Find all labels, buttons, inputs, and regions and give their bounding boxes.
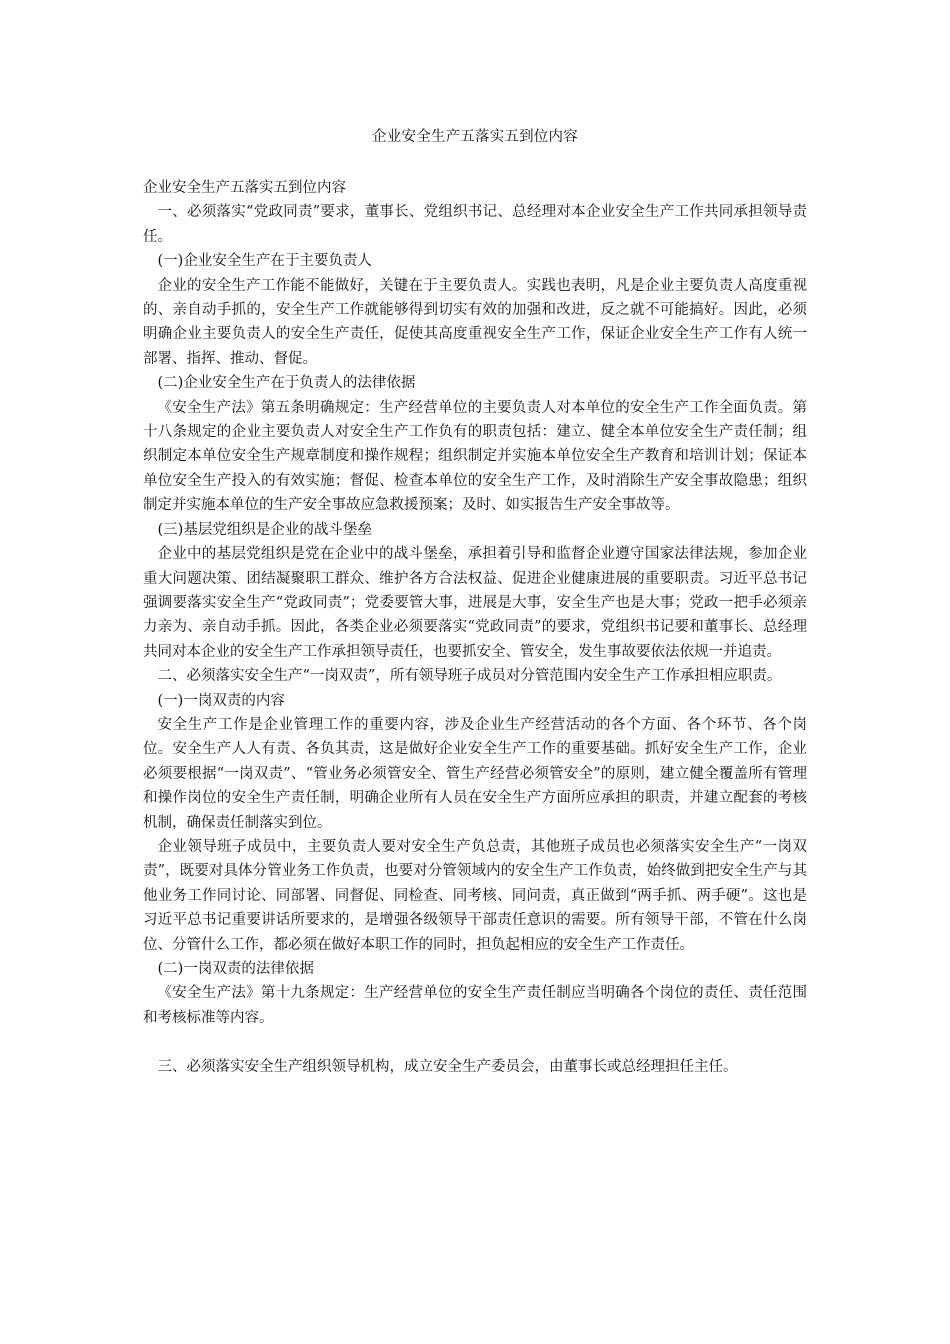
paragraph-2-1b: 企业领导班子成员中，主要负责人要对安全生产负总责，其他班子成员也必须落实安全生产“一岗双责”，既要对具体分管业务工作负责，也要对分管领域内的安全生产工作负责，始终做到把安全生产与其他业务工作同讨论、同部署、同督促、同检查、同考核、同问责，真正做到“两手抓、两手硬”。这也是习近平总书记重要讲话所要求的，是增强各级领导干部责任意识的需要。所有领导干部，不管在什么岗位、分管什么工作，都必须在做好本职工作的同时，担负起相应的安全生产工作责任。	[143, 838, 807, 953]
section-heading-2: 二、必须落实安全生产“一岗双责”，所有领导班子成员对分管范围内安全生产工作承担相应职责。	[157, 668, 782, 685]
section-heading-3: 三、必须落实安全生产组织领导机构，成立安全生产委员会，由董事长或总经理担任主任。	[157, 1058, 738, 1075]
subsection-heading-1-2: (二)企业安全生产在于负责人的法律依据	[157, 375, 416, 392]
paragraph-2-1a: 安全生产工作是企业管理工作的重要内容，涉及企业生产经营活动的各个方面、各个环节、各个岗位。安全生产人人有责、各负其责，这是做好企业安全生产工作的重要基础。抓好安全生产工作，企业必须要根据“一岗双责”、“管业务必须管安全、管生产经营必须管安全”的原则，建立健全覆盖所有管理和操作岗位的安全生产责任制，明确企业所有人员在安全生产方面所应承担的职责，并建立配套的考核机制，确保责任制落实到位。	[143, 716, 807, 831]
paragraph-1-2: 《安全生产法》第五条明确规定：生产经营单位的主要负责人对本单位的安全生产工作全面负责。第十八条规定的企业主要负责人对安全生产工作负有的职责包括：建立、健全本单位安全生产责任制；组织制定本单位安全生产规章制度和操作规程；组织制定并实施本单位安全生产教育和培训计划；保证本单位安全生产投入的有效实施；督促、检查本单位的安全生产工作，及时消除生产安全事故隐患；组织制定并实施本单位的生产安全事故应急救援预案；及时、如实报告生产安全事故等。	[143, 399, 807, 514]
blank-line	[143, 1030, 807, 1054]
subsection-heading-2-2: (二)一岗双责的法律依据	[157, 961, 314, 977]
document-title: 企业安全生产五落实五到位内容	[372, 129, 578, 145]
subsection-heading-1-1: (一)企业安全生产在于主要负责人	[157, 253, 372, 270]
body-heading: 企业安全生产五落实五到位内容	[143, 180, 346, 196]
paragraph-1-1: 企业的安全生产工作能不能做好，关键在于主要负责人。实践也表明，凡是企业主要负责人高度重视的、亲自动手抓的，安全生产工作就能够得到切实有效的加强和改进，反之就不可能搞好。因此，必须明确企业主要负责人的安全生产责任，促使其高度重视安全生产工作，保证企业安全生产工作有人统一部署、指挥、推动、督促。	[143, 277, 807, 367]
section-heading-1: 一、必须落实“党政同责”要求，董事长、党组织书记、总经理对本企业安全生产工作共同承担领导责任。	[143, 204, 807, 245]
paragraph-2-2: 《安全生产法》第十九条规定：生产经营单位的安全生产责任制应当明确各个岗位的责任、责任范围和考核标准等内容。	[143, 985, 807, 1026]
paragraph-1-3: 企业中的基层党组织是党在企业中的战斗堡垒，承担着引导和监督企业遵守国家法律法规，参加企业重大问题决策、团结凝聚职工群众、维护各方合法权益、促进企业健康进展的重要职责。习近平总书记强调要落实安全生产“党政同责”；党委要管大事，进展是大事，安全生产也是大事；党政一把手必须亲力亲为、亲自动手抓。因此，各类企业必须要落实“党政同责”的要求，党组织书记要和董事长、总经理共同对本企业的安全生产工作承担领导责任，也要抓安全、管安全，发生事故要依法依规一并追责。	[143, 546, 807, 660]
subsection-heading-2-1: (一)一岗双责的内容	[157, 692, 285, 709]
document-body	[143, 176, 807, 1079]
subsection-heading-1-3: (三)基层党组织是企业的战斗堡垒	[157, 521, 372, 538]
